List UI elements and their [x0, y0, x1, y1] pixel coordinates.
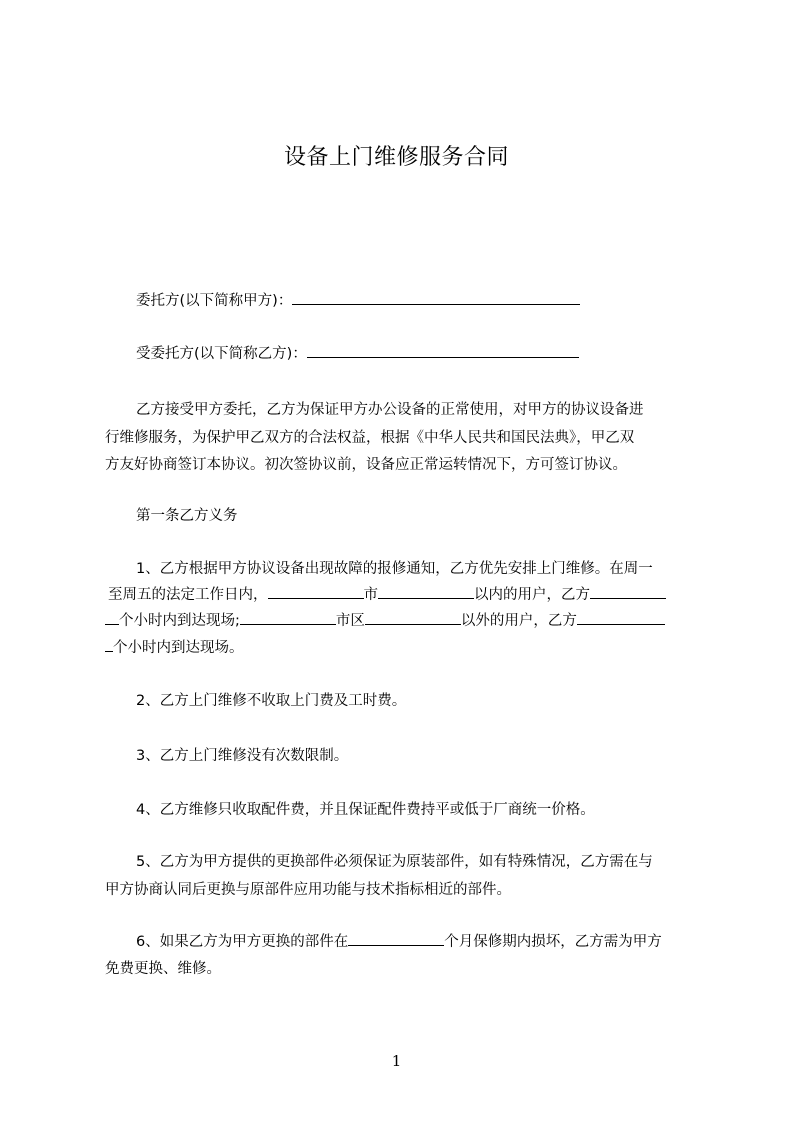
warranty-months-blank — [348, 928, 444, 946]
range-blank-2 — [365, 607, 461, 625]
item-2: 2、乙方上门维修不收取上门费及工时费。 — [136, 693, 407, 709]
item-1-text-b: 市 — [363, 587, 378, 603]
item-3: 3、乙方上门维修没有次数限制。 — [136, 748, 349, 764]
party-b-label: 受委托方(以下简称乙方)： — [136, 346, 307, 362]
item-1-line-2 — [108, 581, 713, 609]
party-b-line — [136, 340, 741, 368]
item-1-line-4 — [105, 634, 710, 662]
party-b-blank — [307, 340, 579, 358]
item-1-line-1: 1、乙方根据甲方协议设备出现故障的报修通知，乙方优先安排上门维修。在周一 — [136, 561, 653, 577]
item-1-text-g: 个小时内到达现场。 — [113, 640, 244, 656]
preamble-line-2: 行维修服务，为保护甲乙双方的合法权益，根据《中华人民共和国民法典》，甲乙双 — [105, 430, 635, 446]
party-a-blank — [292, 287, 580, 305]
party-a-label: 委托方(以下简称甲方)： — [136, 293, 293, 309]
item-5-line-1: 5、乙方为甲方提供的更换部件必须保证为原装部件，如有特殊情况，乙方需在与 — [136, 854, 653, 870]
preamble-line-3: 方友好协商签订本协议。初次签协议前，设备应正常运转情况下，方可签订协议。 — [105, 457, 627, 473]
party-a-line — [136, 287, 741, 315]
hours-blank-1 — [590, 581, 666, 599]
document-title: 设备上门维修服务合同 — [283, 145, 509, 170]
preamble-line-1: 乙方接受甲方委托，乙方为保证甲方办公设备的正常使用，对甲方的协议设备进 — [136, 402, 644, 418]
hours-blank-2 — [577, 607, 665, 625]
item-1-text-f: 以外的用户，乙方 — [460, 613, 577, 629]
item-1-text-c: 以内的用户，乙方 — [474, 587, 590, 603]
item-4: 4、乙方维修只收取配件费，并且保证配件费持平或低于厂商统一价格。 — [136, 802, 595, 818]
item-1-text-d: 个小时内到达现场; — [119, 613, 240, 629]
article-1-heading: 第一条乙方义务 — [136, 508, 238, 524]
hours-blank-1-cont — [105, 607, 119, 625]
item-6-text-a: 6、如果乙方为甲方更换的部件在 — [136, 934, 349, 950]
item-1-text-e: 市区 — [335, 613, 365, 629]
item-1-line-3 — [105, 607, 710, 635]
item-5-line-2: 甲方协商认同后更换与原部件应用功能与技术指标相近的部件。 — [105, 882, 511, 898]
page-number: 1 — [391, 1052, 402, 1070]
item-6-text-b: 个月保修期内损坏，乙方需为甲方 — [444, 934, 662, 950]
item-6-line-2: 免费更换、维修。 — [105, 961, 221, 977]
district-blank — [240, 607, 336, 625]
hours-blank-2-cont — [105, 634, 113, 652]
item-6-line-1 — [136, 928, 741, 956]
city-blank — [268, 581, 364, 599]
item-1-text-a: 至周五的法定工作日内， — [108, 587, 268, 603]
range-blank-1 — [378, 581, 474, 599]
